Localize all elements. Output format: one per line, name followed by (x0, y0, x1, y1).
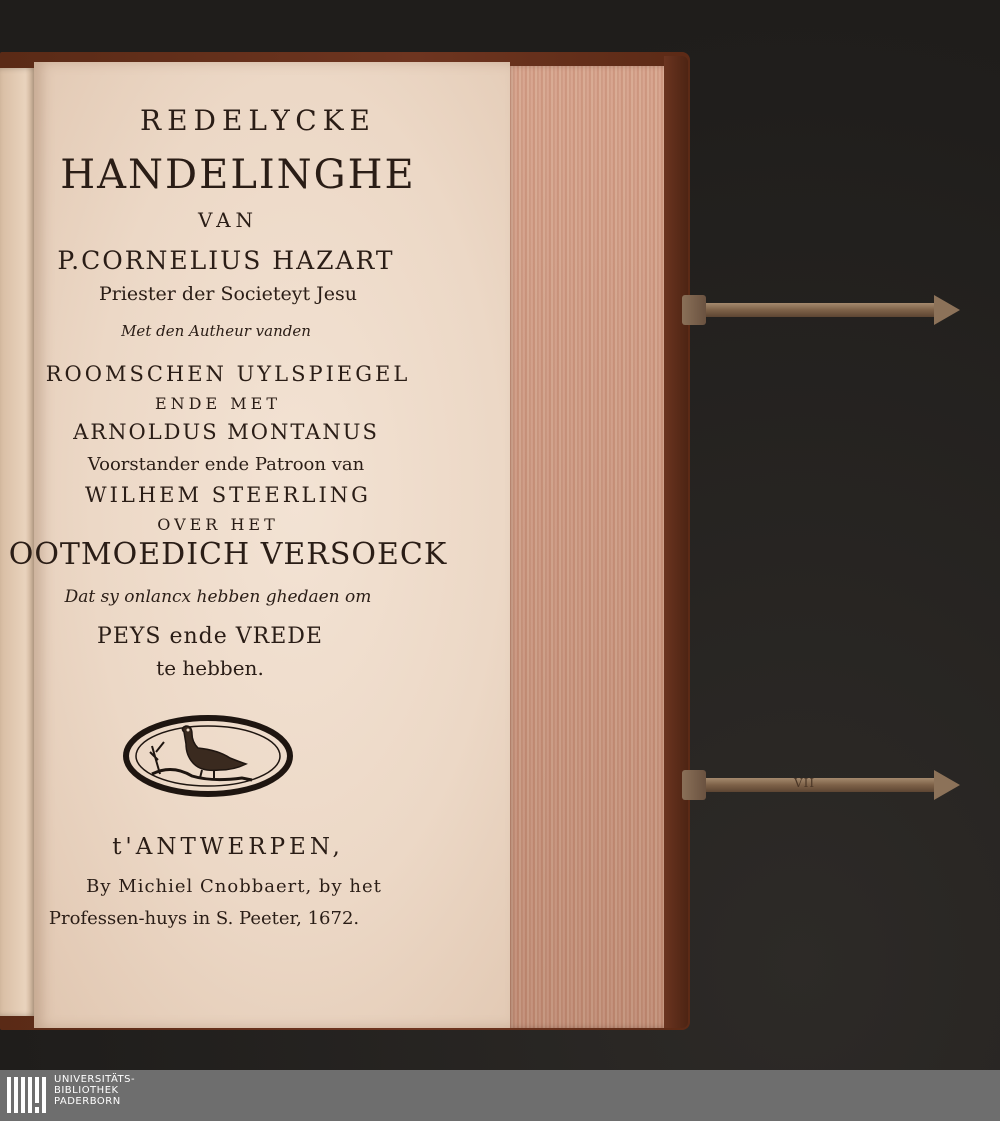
library-logo-text (54, 1074, 135, 1107)
author-name: P.CORNELIUS HAZART (57, 246, 395, 275)
clasp-bottom (682, 770, 972, 798)
title-line-2: HANDELINGHE (60, 152, 416, 198)
imprint-line-1: By Michiel Cnobbaert, by het (86, 876, 382, 897)
imprint-city: t'ANTWERPEN, (112, 834, 344, 860)
title-line-7: ROOMSCHEN UYLSPIEGEL (45, 362, 411, 386)
logo-line-2: BIBLIOTHEK (54, 1085, 119, 1096)
clasp-tip (934, 295, 960, 325)
title-line-15: PEYS ende VREDE (97, 624, 323, 649)
title-line-14: Dat sy onlancx hebben ghedaen om (64, 587, 372, 607)
title-line-9: ARNOLDUS MONTANUS (73, 420, 379, 444)
title-line-8: ENDE MET (154, 394, 281, 413)
title-line-12: OVER HET (157, 515, 279, 534)
clasp-bar (704, 303, 944, 317)
clasp-tip (934, 770, 960, 800)
title-line-3: VAN (197, 208, 259, 232)
author-title: Priester der Societeyt Jesu (98, 283, 358, 305)
logo-line-3: PADERBORN (54, 1096, 121, 1107)
library-footer (0, 1070, 1000, 1121)
title-line-6: Met den Autheur vanden (121, 322, 311, 340)
title-line-16: te hebben. (156, 656, 264, 680)
title-line-13: OOTMOEDICH VERSOECK (8, 537, 448, 572)
title-line-10: Voorstander ende Patroon van (87, 454, 365, 475)
clasp-numeral: VII (794, 776, 816, 790)
page-block-edges (506, 66, 666, 1028)
cover-edge (664, 56, 688, 1028)
imprint-line-2: Professen-huys in S. Peeter, 1672. (48, 908, 360, 929)
logo-line-1: UNIVERSITÄTS- (54, 1074, 136, 1085)
clasp-hinge (682, 295, 706, 325)
printers-device-bird-icon (122, 712, 294, 800)
clasp-top (682, 295, 972, 323)
title-line-1: REDELYCKE (140, 104, 376, 137)
library-logo-icon (6, 1074, 48, 1116)
title-line-11: WILHEM STEERLING (85, 483, 371, 507)
clasp-bar (704, 778, 944, 792)
clasp-hinge (682, 770, 706, 800)
